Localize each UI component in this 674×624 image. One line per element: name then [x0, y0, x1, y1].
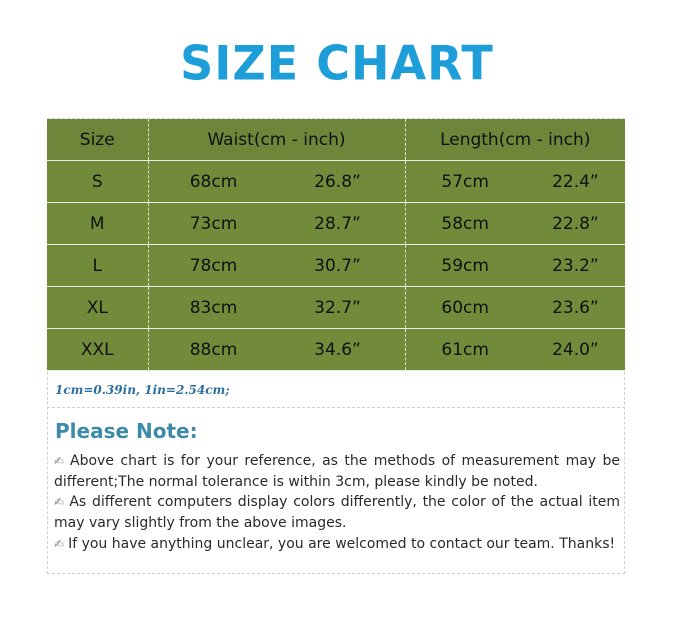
table-row [47, 161, 625, 203]
waist-inch: 28.7” [314, 213, 361, 234]
hand-pointer-icon: ✍ [54, 495, 66, 510]
size-table [47, 119, 625, 371]
note-text: If you have anything unclear, you are welcomed to contact our team. Thanks! [68, 535, 616, 552]
table-row [47, 203, 625, 245]
length-inch: 22.4” [552, 171, 599, 192]
waist-cm: 78cm [189, 255, 238, 276]
size-cell: M [47, 203, 148, 245]
length-inch: 23.6” [552, 297, 599, 318]
length-cell [405, 287, 625, 329]
waist-cm: 73cm [189, 213, 238, 234]
length-cell [405, 203, 625, 245]
note-item [54, 451, 620, 492]
header-waist: Waist(cm - inch) [148, 119, 405, 161]
length-cell [405, 329, 625, 371]
length-cm: 57cm [441, 171, 489, 192]
length-cell [405, 161, 625, 203]
size-cell: XXL [47, 329, 148, 371]
size-cell: XL [47, 287, 148, 329]
unit-conversion: 1cm=0.39in, 1in=2.54cm; [47, 374, 625, 408]
hand-pointer-icon: ✍ [54, 454, 67, 468]
waist-inch: 30.7” [314, 255, 361, 276]
page-title: SIZE CHART [180, 35, 494, 91]
waist-cm: 68cm [189, 171, 238, 192]
length-cm: 58cm [441, 213, 489, 234]
length-inch: 24.0” [552, 339, 599, 360]
hand-pointer-icon: ✍ [54, 536, 65, 551]
waist-cell [148, 287, 405, 329]
note-list [54, 451, 620, 555]
length-cm: 59cm [441, 255, 489, 276]
header-length: Length(cm - inch) [405, 119, 625, 161]
length-cm: 60cm [441, 297, 489, 318]
size-cell: L [47, 245, 148, 287]
note-item [54, 492, 620, 533]
size-cell: S [47, 161, 148, 203]
waist-cell [148, 203, 405, 245]
waist-inch: 26.8” [314, 171, 361, 192]
note-text: Above chart is for your reference, as the methods of measurement may be different;The normal tolerance is within 3cm, please kindly be noted. [54, 453, 620, 490]
length-inch: 22.8” [552, 213, 599, 234]
note-text: As different computers display colors differently, the color of the actual item may vary slightly from the above images. [54, 494, 620, 532]
table-row [47, 329, 625, 371]
waist-cm: 83cm [189, 297, 238, 318]
waist-cell [148, 245, 405, 287]
table-header-row [47, 119, 625, 161]
waist-cell [148, 161, 405, 203]
table-row [47, 287, 625, 329]
waist-inch: 34.6” [314, 339, 361, 360]
length-cell [405, 245, 625, 287]
waist-cm: 88cm [189, 339, 238, 360]
waist-cell [148, 329, 405, 371]
table-row [47, 245, 625, 287]
header-size: Size [47, 119, 148, 161]
length-cm: 61cm [441, 339, 489, 360]
length-inch: 23.2” [552, 255, 599, 276]
waist-inch: 32.7” [314, 297, 361, 318]
note-item [54, 534, 620, 555]
note-heading: Please Note: [55, 419, 198, 443]
